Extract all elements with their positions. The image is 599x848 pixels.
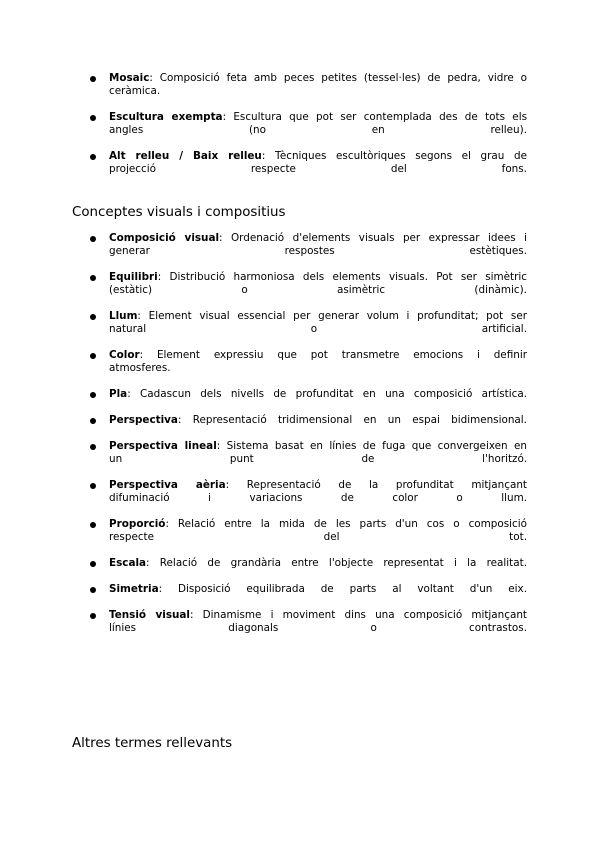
bullet-icon — [90, 353, 96, 359]
list-item — [90, 557, 527, 570]
term-list-sculpture — [90, 72, 527, 189]
bullet-icon — [90, 522, 96, 528]
term-name: Mosaic — [109, 72, 150, 84]
bullet-icon — [90, 418, 96, 424]
bullet-icon — [90, 613, 96, 619]
term-name: Perspectiva — [109, 414, 178, 426]
bullet-icon — [90, 587, 96, 593]
term-definition-cont: (estàtic) o asimètric (dinàmic). — [109, 284, 527, 296]
term-definition: : Ordenació d'elements visuals per expressar idees i — [219, 232, 527, 244]
section-heading: Conceptes visuals i compositius — [72, 205, 286, 220]
term-definition: : Representació tridimensional en un espai bidimensional. — [177, 414, 527, 426]
bullet-icon — [90, 483, 96, 489]
term-definition-cont: ceràmica. — [109, 85, 161, 97]
list-item — [90, 271, 527, 297]
term-name: Perspectiva aèria — [109, 479, 226, 491]
list-item — [90, 72, 527, 98]
list-item — [90, 609, 527, 635]
list-item — [90, 150, 527, 176]
bullet-icon — [90, 275, 96, 281]
bullet-icon — [90, 236, 96, 242]
list-item — [90, 518, 527, 544]
term-definition-cont: atmosferes. — [109, 362, 171, 374]
term-definition-cont: línies diagonals o contrastos. — [109, 622, 527, 634]
term-definition: : Relació entre la mida de les parts d'un cos o composició — [165, 518, 527, 530]
term-name: Alt relleu / Baix relleu — [109, 150, 262, 162]
term-definition: : Relació de grandària entre l'objecte representat i la realitat. — [146, 557, 527, 569]
term-definition-cont: projecció respecte del fons. — [109, 163, 527, 175]
term-definition: : Element visual essencial per generar volum i profunditat; pot ser — [137, 310, 527, 322]
term-definition: : Sistema basat en línies de fuga que convergeixen en — [216, 440, 527, 452]
term-definition: : Tècniques escultòriques segons el grau de — [261, 150, 527, 162]
list-item — [90, 232, 527, 258]
term-definition-cont: generar respostes estètiques. — [109, 245, 527, 257]
term-definition-cont: angles (no en relleu). — [109, 124, 527, 136]
term-definition: : Cadascun dels nivells de profunditat en una composició artística. — [127, 388, 527, 400]
term-name: Tensió visual — [109, 609, 190, 621]
list-item — [90, 479, 527, 505]
list-item — [90, 440, 527, 466]
term-definition: : Dinamisme i moviment dins una composició mitjançant — [190, 609, 527, 621]
term-definition: : Disposició equilibrada de parts al voltant d'un eix. — [158, 583, 527, 595]
term-name: Llum — [109, 310, 138, 322]
term-definition-cont: un punt de l'horitzó. — [109, 453, 527, 465]
list-item — [90, 414, 527, 427]
bullet-icon — [90, 444, 96, 450]
bullet-icon — [90, 115, 96, 121]
bullet-icon — [90, 392, 96, 398]
term-definition: : Element expressiu que pot transmetre emocions i definir — [139, 349, 527, 361]
term-definition-cont: difuminació i variacions de color o llum. — [109, 492, 527, 504]
term-name: Escultura exempta — [109, 111, 223, 123]
term-definition: : Escultura que pot ser contemplada des de tots els — [222, 111, 527, 123]
bullet-icon — [90, 314, 96, 320]
term-name: Pla — [109, 388, 128, 400]
term-name: Perspectiva lineal — [109, 440, 217, 452]
list-item — [90, 111, 527, 137]
term-name: Color — [109, 349, 140, 361]
term-definition-cont: natural o artificial. — [109, 323, 527, 335]
term-definition: : Distribució harmoniosa dels elements visuals. Pot ser simètric — [157, 271, 527, 283]
bullet-icon — [90, 76, 96, 82]
section-heading: Altres termes rellevants — [72, 736, 233, 751]
list-item — [90, 310, 527, 336]
term-name: Proporció — [109, 518, 166, 530]
term-name: Escala — [109, 557, 147, 569]
term-definition-cont: respecte del tot. — [109, 531, 527, 543]
term-list-visual — [90, 232, 527, 648]
term-name: Composició visual — [109, 232, 220, 244]
term-name: Simetria — [109, 583, 159, 595]
term-definition: : Representació de la profunditat mitjançant — [225, 479, 527, 491]
list-item — [90, 583, 527, 596]
list-item — [90, 349, 527, 375]
bullet-icon — [90, 154, 96, 160]
bullet-icon — [90, 561, 96, 567]
term-name: Equilibri — [109, 271, 158, 283]
term-definition: : Composició feta amb peces petites (tessel·les) de pedra, vidre o — [149, 72, 527, 84]
list-item — [90, 388, 527, 401]
